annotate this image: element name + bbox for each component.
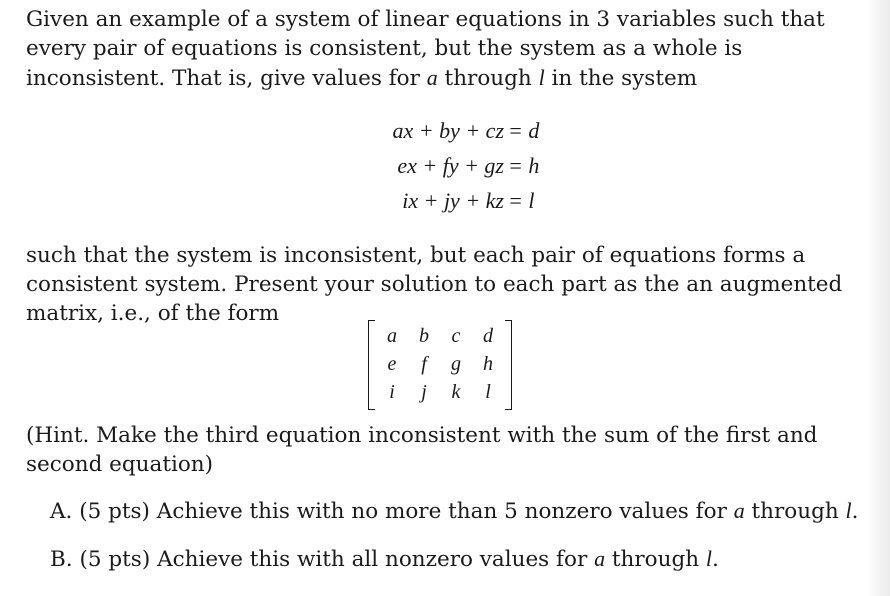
- part-label: A.: [50, 499, 73, 524]
- part-text: Achieve this with all nonzero values for: [157, 547, 595, 572]
- part-points: (5 pts): [79, 547, 151, 572]
- equation-lhs: ax + by + cz: [392, 118, 504, 143]
- intro-text-1: Given an example of a system of linear equations in 3 variables such that every pair of equations is consistent, but the system as a whole is inconsistent. That is, give values for: [26, 7, 825, 91]
- hint-text: (Hint. Make the third equation inconsistent with the sum of the first and second equation): [26, 423, 818, 477]
- intro-text-2: through: [437, 66, 539, 91]
- part-b: [50, 544, 719, 574]
- augmented-matrix: [366, 320, 514, 410]
- part-var-l: l: [845, 498, 852, 523]
- intro-var-l: l: [538, 65, 545, 90]
- part-var-l: l: [705, 546, 713, 571]
- equation-rhs: = h: [508, 153, 540, 178]
- matrix-right-bracket: [505, 320, 512, 410]
- matrix-entry: k: [451, 381, 461, 403]
- matrix-entries: [376, 322, 504, 406]
- intro-text-3: in the system: [544, 66, 698, 91]
- matrix-entry: e: [387, 353, 397, 375]
- problem-instructions: such that the system is inconsistent, but each pair of equations forms a consistent system. Present your solution to each part as the an augmented matrix, i.e., of the form: [26, 243, 843, 326]
- matrix-entry: d: [483, 325, 493, 347]
- matrix-entry: j: [421, 381, 427, 403]
- part-end: .: [851, 499, 859, 524]
- part-end: .: [712, 547, 719, 572]
- matrix-entry: i: [389, 381, 395, 403]
- equation-rhs: = l: [508, 188, 535, 213]
- part-through: through: [744, 499, 846, 524]
- equation-rhs: = d: [508, 118, 540, 143]
- matrix-entry: f: [421, 353, 427, 375]
- matrix-entry: h: [483, 353, 493, 375]
- equation-row: [340, 113, 560, 148]
- part-label: B.: [50, 547, 73, 572]
- matrix-entry: a: [387, 325, 397, 347]
- matrix-entry: g: [451, 353, 461, 375]
- part-points: (5 pts): [79, 499, 150, 524]
- matrix-entry: l: [485, 381, 491, 403]
- matrix-entry: c: [451, 325, 461, 347]
- part-text: Achieve this with no more than 5 nonzero values for: [156, 499, 734, 524]
- equation-lhs: ex + fy + gz: [397, 153, 504, 178]
- equation-row: [340, 148, 560, 183]
- part-a: [50, 496, 859, 526]
- part-var-a: a: [733, 498, 745, 523]
- equation-lhs: ix + jy + kz: [402, 188, 504, 213]
- equation-system: [340, 113, 560, 218]
- problem-intro: [26, 5, 858, 93]
- part-var-a: a: [594, 546, 606, 571]
- matrix-left-bracket: [368, 320, 375, 410]
- part-through: through: [605, 547, 706, 572]
- matrix-entry: b: [419, 325, 429, 347]
- intro-var-a: a: [426, 65, 438, 90]
- equation-row: [340, 183, 560, 218]
